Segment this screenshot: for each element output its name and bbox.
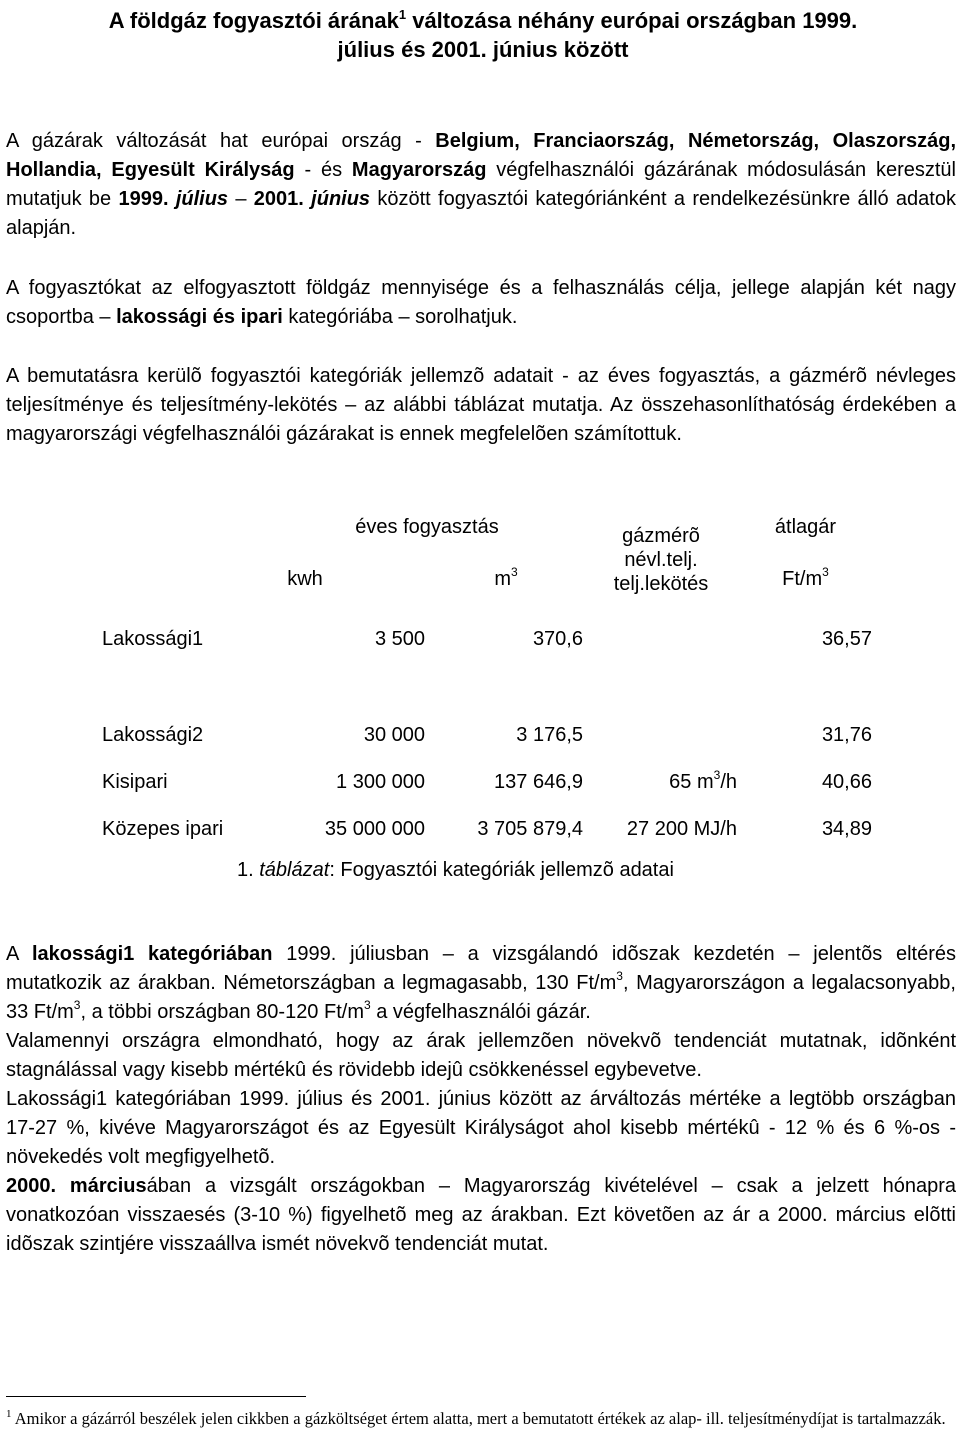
row-kwh: 1 300 000 bbox=[336, 771, 425, 793]
para1-space1 bbox=[169, 188, 176, 210]
table-row bbox=[94, 607, 874, 671]
para1-dash: – bbox=[228, 188, 254, 210]
row-category: Kisipari bbox=[102, 771, 168, 793]
para7-bold-month: március bbox=[69, 1175, 147, 1197]
para1-text1: A gázárak változását hat európai ország - bbox=[6, 130, 436, 152]
row-kwh: 3 500 bbox=[374, 627, 425, 650]
header-empty-cell bbox=[94, 503, 259, 551]
paragraph-intro bbox=[6, 127, 956, 243]
document-page bbox=[6, 6, 957, 1428]
row-meter bbox=[585, 759, 737, 806]
caption-text: : Fogyasztói kategóriák jellemzõ adatai bbox=[329, 859, 674, 881]
table-row bbox=[94, 671, 874, 759]
row-category: Lakossági1 bbox=[102, 627, 204, 650]
para1-month1: július bbox=[175, 188, 229, 210]
row-meter bbox=[585, 671, 737, 759]
consumer-categories-table bbox=[94, 503, 874, 853]
row-meter-sup: 3 bbox=[713, 768, 721, 783]
para1-year1: 1999. bbox=[118, 188, 169, 210]
header-m3-base: m bbox=[494, 567, 511, 590]
table-caption bbox=[237, 857, 674, 883]
para4-sup3: 3 bbox=[363, 998, 371, 1013]
para2-text2: kategóriába – sorolhatjuk. bbox=[282, 306, 518, 328]
table-header-row-2 bbox=[94, 551, 874, 607]
analysis-section bbox=[6, 940, 956, 1259]
para7-space bbox=[56, 1175, 70, 1197]
table-row bbox=[94, 759, 874, 806]
paragraph-residential1 bbox=[6, 940, 956, 1027]
para4-text1: A bbox=[6, 943, 32, 965]
row-m3: 3 176,5 bbox=[516, 724, 583, 746]
row-category: Lakossági2 bbox=[102, 724, 204, 746]
header-empty-cell-2 bbox=[94, 551, 259, 607]
row-m3: 3 705 879,4 bbox=[477, 818, 583, 840]
header-m3 bbox=[427, 551, 585, 607]
para1-year2: 2001. bbox=[253, 188, 304, 210]
para7-bold-year: 2000. bbox=[6, 1175, 57, 1197]
para2-bold: lakossági és ipari bbox=[116, 306, 283, 328]
para4-sup1: 3 bbox=[616, 969, 623, 984]
footnote-text: Amikor a gázárról beszélek jelen cikkben a gázköltséget értem alatta, mert a bemutatott értékek az alap- ill. teljesítménydíjat is tartalmazzák. bbox=[11, 1409, 946, 1428]
row-price: 31,76 bbox=[821, 724, 872, 746]
para4-text3: , Magyarországon a legalacsonyabb, 33 Ft/m bbox=[6, 972, 956, 1023]
header-kwh-label: kwh bbox=[287, 567, 323, 590]
row-meter bbox=[585, 607, 737, 671]
paragraph-trend: Valamennyi országra elmondható, hogy az árak jellemzõen növekvõ tendenciát mutatnak, idõnként stagnálással vagy kisebb mértékû és rövidebb idejû csökkenéssel egybevetve. bbox=[6, 1030, 956, 1081]
title-footnote-ref: 1 bbox=[398, 6, 407, 22]
footnote-separator bbox=[6, 1396, 306, 1397]
row-m3: 137 646,9 bbox=[494, 771, 583, 793]
paragraph-categories bbox=[6, 274, 956, 332]
para1-text2: - és bbox=[294, 159, 352, 181]
header-kwh bbox=[259, 551, 427, 607]
para1-countries: Belgium, Franciaország, Németország, Olaszország, Hollandia, Egyesült Királyság bbox=[6, 130, 957, 181]
paragraph-table-intro: A bemutatásra kerülõ fogyasztói kategóriák jellemzõ adatait - az éves fogyasztás, a gázmérõ névleges teljesítménye és teljesítmény-lekötés – az alábbi táblázat mutatja. Az összehasonlíthatóság érdekében a magyarországi végfelhasználói gázárakat is ennek megfelelõen számítottuk. bbox=[6, 365, 956, 445]
header-annual-consumption: éves fogyasztás bbox=[355, 515, 499, 538]
footnote bbox=[6, 1408, 956, 1430]
para1-month2: június bbox=[311, 188, 371, 210]
header-meter-line3: telj.lekötés bbox=[613, 573, 709, 595]
row-price: 34,89 bbox=[821, 818, 872, 840]
row-m3: 370,6 bbox=[532, 627, 583, 650]
row-price: 36,57 bbox=[821, 627, 872, 650]
row-meter-value: 65 m bbox=[669, 771, 714, 793]
footnote-number: 1 bbox=[6, 1407, 12, 1420]
row-meter-unit: /h bbox=[720, 771, 737, 793]
row-meter bbox=[585, 806, 737, 853]
para1-text4: között fogyasztói kategóriánként a rendelkezésünkre álló adatok alapján. bbox=[6, 188, 956, 239]
para1-text3: végfelhasználói gázárának módosulásán keresztül mutatjuk be bbox=[6, 159, 957, 210]
para2-text1: A fogyasztókat az elfogyasztott földgáz mennyisége és a felhasználás célja, jellege alapján két nagy csoportba – bbox=[6, 277, 956, 328]
para4-text2: 1999. júliusban – a vizsgálandó idõszak kezdetén – jelentõs eltérés mutatkozik az árakban. Németországban a legmagasabb, 130 Ft/m bbox=[6, 943, 957, 994]
title-part2: változása néhány európai országban 1999. bbox=[406, 8, 858, 33]
header-meter-line2: névl.telj. bbox=[624, 549, 698, 571]
header-average-price: átlagár bbox=[774, 515, 837, 538]
header-m3-sup: 3 bbox=[510, 564, 518, 579]
caption-number: 1. bbox=[237, 859, 260, 881]
table-row bbox=[94, 806, 874, 853]
title-part1: A földgáz fogyasztói árának bbox=[108, 8, 399, 33]
title-line2: július és 2001. június között bbox=[337, 37, 629, 62]
document-title bbox=[6, 6, 956, 64]
header-gas-meter bbox=[585, 503, 737, 607]
header-price-sup: 3 bbox=[822, 564, 829, 579]
para7-text: ában a vizsgált országokban – Magyarország kivételével – csak a jelzett hónapra vonatkozóan visszaesés (3-10 %) figyelhetõ meg az árakban. Ezt követõen az ár a 2000. március elõtti idõszak szintjére visszaállva ismét növekvõ tendenciát mutat. bbox=[6, 1175, 957, 1255]
para4-text5: a végfelhasználói gázár. bbox=[370, 1001, 591, 1023]
para4-text4: , a többi országban 80-120 Ft/m bbox=[80, 1001, 364, 1023]
row-meter-value: 27 200 MJ/h bbox=[626, 818, 737, 840]
paragraph-march-2000 bbox=[6, 1172, 956, 1259]
para1-hungary: Magyarország bbox=[351, 159, 487, 181]
header-price-unit bbox=[737, 551, 874, 607]
caption-label: táblázat bbox=[259, 859, 330, 881]
header-meter-line1: gázmérõ bbox=[622, 525, 700, 547]
row-category: Közepes ipari bbox=[102, 818, 224, 840]
table-header-row-1 bbox=[94, 503, 874, 551]
row-kwh: 35 000 000 bbox=[324, 818, 425, 840]
para4-bold: lakossági1 kategóriában bbox=[32, 943, 273, 965]
row-price: 40,66 bbox=[821, 771, 872, 793]
para4-sup2: 3 bbox=[73, 998, 81, 1013]
paragraph-change-rate: Lakossági1 kategóriában 1999. július és 2001. június között az árváltozás mértéke a legtöbb országban 17-27 %, kivéve Magyarországot és az Egyesült Királyságot ahol kisebb mértékû - 12 % és 6 %-os - növekedés volt megfigyelhetõ. bbox=[6, 1088, 956, 1168]
header-price-base: Ft/m bbox=[782, 567, 823, 590]
row-kwh: 30 000 bbox=[363, 724, 425, 746]
